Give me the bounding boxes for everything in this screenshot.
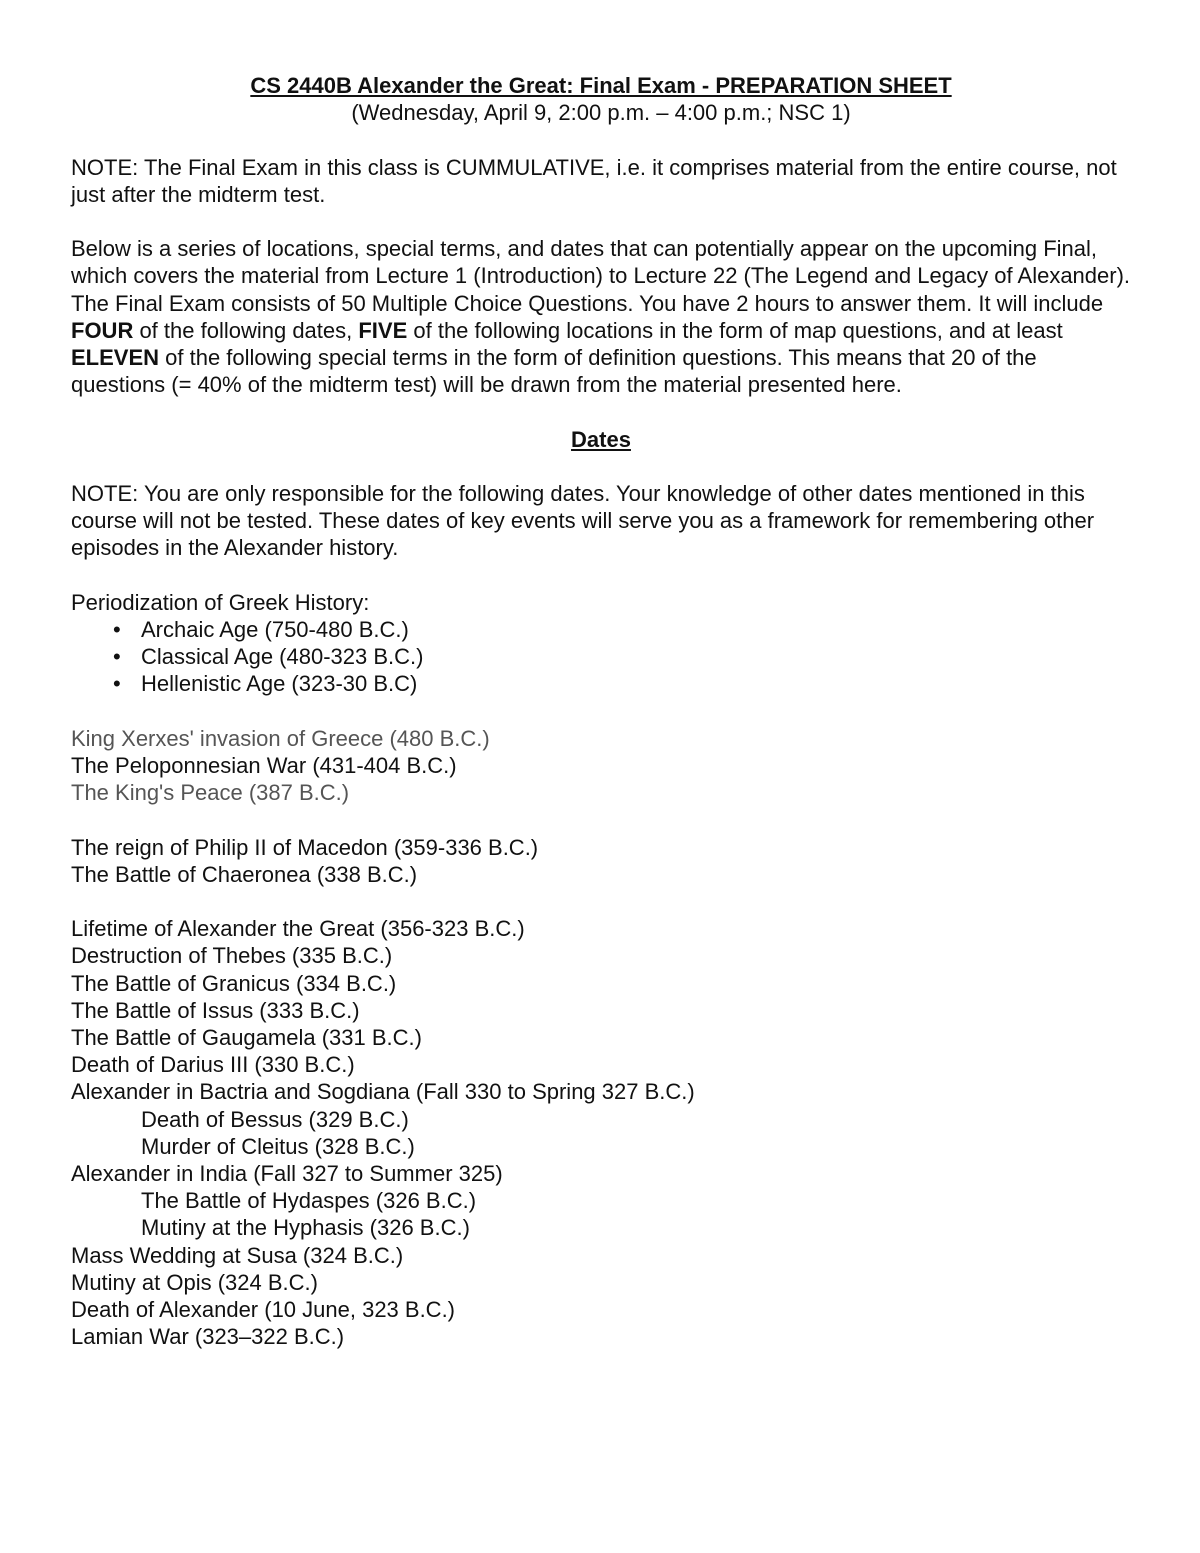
date-entry: Lifetime of Alexander the Great (356-323 B.C.) <box>71 916 525 942</box>
exam-schedule: (Wednesday, April 9, 2:00 p.m. – 4:00 p.m.; NSC 1) <box>351 100 851 126</box>
list-item: • Classical Age (480-323 B.C.) <box>113 644 424 670</box>
dates-note: NOTE: You are only responsible for the following dates. Your knowledge of other dates mentioned in this course will not be tested. These dates of key events will serve you as a framework for remembering other episodes in the Alexander history. <box>71 480 1095 561</box>
list-item: • Archaic Age (750-480 B.C.) <box>113 616 409 642</box>
date-entry: Mutiny at Opis (324 B.C.) <box>71 1269 318 1295</box>
bullet-icon: • <box>113 616 121 642</box>
bullet-icon: • <box>113 671 121 697</box>
list-item: • Hellenistic Age (323-30 B.C) <box>113 671 418 697</box>
emphasis-five: FIVE <box>358 317 408 343</box>
date-entry-sub: The Battle of Hydaspes (326 B.C.) <box>141 1188 477 1214</box>
date-entry: The Battle of Granicus (334 B.C.) <box>71 970 397 996</box>
exam-format-paragraph: The Final Exam consists of 50 Multiple Choice Questions. You have 2 hours to answer them. It will include FOUR of the following dates, FIVE of the following locations in the form of map questions, and at least ELEVEN of the following special terms in the form of definition questions. This means that 20 of the questions (= 40% of the midterm test) will be drawn from the material presented here. <box>71 290 1104 398</box>
bullet-icon: • <box>113 644 121 670</box>
date-entry: Death of Darius III (330 B.C.) <box>71 1052 355 1078</box>
date-entry: Alexander in Bactria and Sogdiana (Fall 330 to Spring 327 B.C.) <box>71 1079 695 1105</box>
date-entry: Death of Alexander (10 June, 323 B.C.) <box>71 1297 456 1323</box>
date-entry: The reign of Philip II of Macedon (359-336 B.C.) <box>71 834 539 860</box>
periodization-label: Periodization of Greek History: <box>71 589 370 615</box>
date-entry: The Peloponnesian War (431-404 B.C.) <box>71 752 457 778</box>
date-entry-sub: Death of Bessus (329 B.C.) <box>141 1106 409 1132</box>
dates-heading: Dates <box>571 426 631 452</box>
date-entry: Mass Wedding at Susa (324 B.C.) <box>71 1242 404 1268</box>
date-entry-sub: Mutiny at the Hyphasis (326 B.C.) <box>141 1215 470 1241</box>
date-entry: Lamian War (323–322 B.C.) <box>71 1324 345 1350</box>
date-entry: The Battle of Chaeronea (338 B.C.) <box>71 861 418 887</box>
date-entry: The King's Peace (387 B.C.) <box>71 780 350 806</box>
cumulative-note: NOTE: The Final Exam in this class is CUMMULATIVE, i.e. it comprises material from the entire course, not just after the midterm test. <box>71 154 1117 207</box>
date-entry: The Battle of Gaugamela (331 B.C.) <box>71 1024 422 1050</box>
document-page <box>71 72 1131 1350</box>
date-entry: The Battle of Issus (333 B.C.) <box>71 997 360 1023</box>
date-entry: King Xerxes' invasion of Greece (480 B.C.) <box>71 725 490 751</box>
emphasis-eleven: ELEVEN <box>71 345 160 370</box>
intro-paragraph: Below is a series of locations, special terms, and dates that can potentially appear on the upcoming Final, which covers the material from Lecture 1 (Introduction) to Lecture 22 (The Legend and Legacy of Alexander). <box>71 236 1131 289</box>
periodization-list <box>71 616 1131 698</box>
date-entry: Destruction of Thebes (335 B.C.) <box>71 943 393 969</box>
page-title: CS 2440B Alexander the Great: Final Exam - PREPARATION SHEET <box>250 73 952 98</box>
emphasis-four: FOUR <box>71 317 134 343</box>
date-entry-sub: Murder of Cleitus (328 B.C.) <box>141 1133 415 1159</box>
date-entry: Alexander in India (Fall 327 to Summer 325) <box>71 1161 503 1186</box>
